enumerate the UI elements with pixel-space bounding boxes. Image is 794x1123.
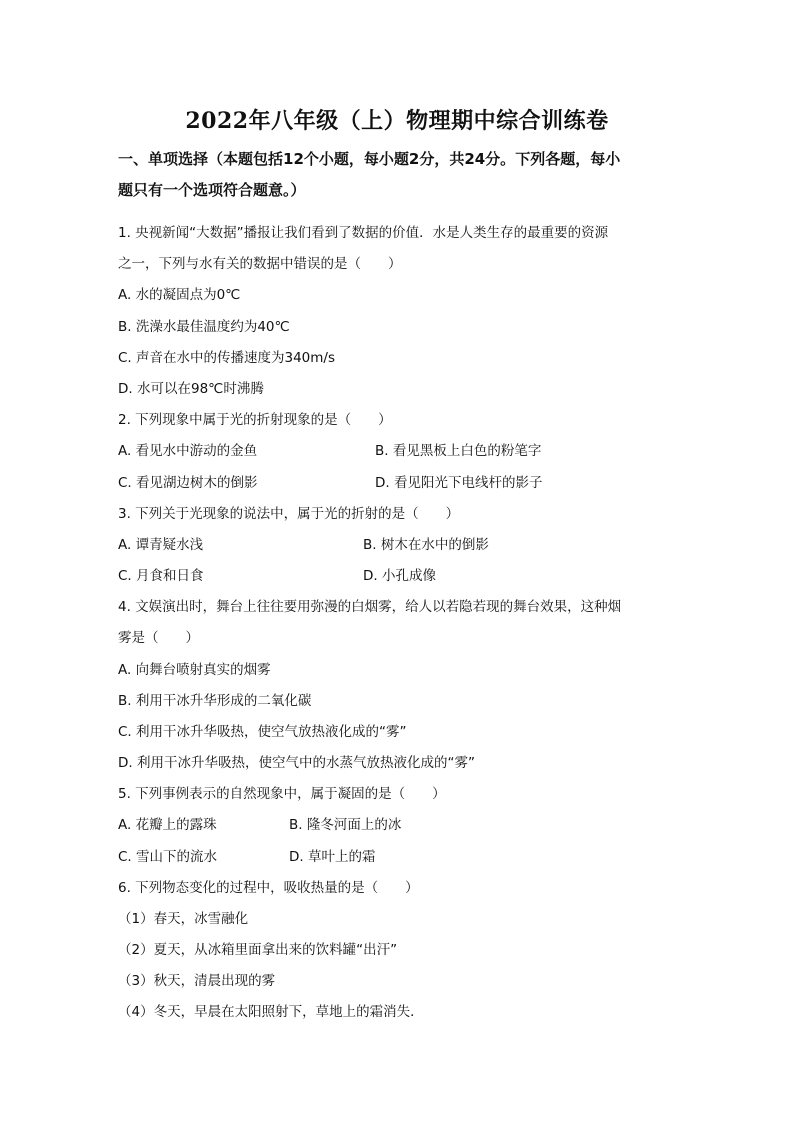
question-2-option-d: D. 看见阳光下电线杆的影子 xyxy=(375,475,543,491)
question-1-option-a: A. 水的凝固点为0℃ xyxy=(118,287,241,303)
question-1-option-b: B. 洗澡水最佳温度约为40℃ xyxy=(118,319,290,335)
question-1-option-d: D. 水可以在98℃时沸腾 xyxy=(118,381,264,397)
question-6-item-1: （1）春天，冰雪融化 xyxy=(118,911,249,927)
question-6-item-3: （3）秋天，清晨出现的雾 xyxy=(118,973,276,989)
question-4-option-c: C. 利用干冰升华吸热，使空气放热液化成的“雾” xyxy=(118,724,407,740)
question-4-option-a: A. 向舞台喷射真实的烟雾 xyxy=(118,662,271,678)
question-2-option-a: A. 看见水中游动的金鱼 xyxy=(118,443,258,459)
question-5-option-c: C. 雪山下的流水 xyxy=(118,849,218,865)
question-5-stem: 5. 下列事例表示的自然现象中，属于凝固的是（ ） xyxy=(118,786,446,802)
question-3-stem: 3. 下列关于光现象的说法中，属于光的折射的是（ ） xyxy=(118,506,460,522)
section-heading-line-2: 题只有一个选项符合题意。） xyxy=(118,181,306,199)
question-4-stem-line-1: 4. 文娱演出时，舞台上往往要用弥漫的白烟雾，给人以若隐若现的舞台效果，这种烟 xyxy=(118,599,622,615)
page-title: 2022年八年级（上）物理期中综合训练卷 xyxy=(185,108,609,134)
question-3-option-c: C. 月食和日食 xyxy=(118,568,204,584)
question-6-item-4: （4）冬天，早晨在太阳照射下，草地上的霜消失． xyxy=(118,1004,424,1020)
section-heading xyxy=(118,144,698,206)
question-6-stem: 6. 下列物态变化的过程中，吸收热量的是（ ） xyxy=(118,880,419,896)
question-5-option-a: A. 花瓣上的露珠 xyxy=(118,817,217,833)
question-5-option-b: B. 隆冬河面上的冰 xyxy=(289,817,402,833)
question-3-option-b: B. 树木在水中的倒影 xyxy=(363,537,489,553)
question-4-stem-line-2: 雾是（ ） xyxy=(118,630,199,646)
question-1-stem-line-1: 1. 央视新闻“大数据”播报让我们看到了数据的价值．水是人类生存的最重要的资源 xyxy=(118,225,609,241)
question-1-option-c: C. 声音在水中的传播速度为340m/s xyxy=(118,350,336,366)
question-2-option-b: B. 看见黑板上白色的粉笔字 xyxy=(375,443,542,459)
question-4-option-b: B. 利用干冰升华形成的二氧化碳 xyxy=(118,693,312,709)
question-3-option-a: A. 谭青疑水浅 xyxy=(118,537,204,553)
question-4-option-d: D. 利用干冰升华吸热，使空气中的水蒸气放热液化成的“雾” xyxy=(118,755,475,771)
question-2-stem: 2. 下列现象中属于光的折射现象的是（ ） xyxy=(118,412,392,428)
section-heading-line-1: 一、单项选择（本题包括12个小题，每小题2分，共24分。下列各题，每小 xyxy=(118,150,621,168)
question-5-option-d: D. 草叶上的霜 xyxy=(289,849,376,865)
question-3-option-d: D. 小孔成像 xyxy=(363,568,436,584)
question-2-option-c: C. 看见湖边树木的倒影 xyxy=(118,475,258,491)
question-6-item-2: （2）夏天，从冰箱里面拿出来的饮料罐“出汗” xyxy=(118,942,398,958)
question-1-stem-line-2: 之一，下列与水有关的数据中错误的是（ ） xyxy=(118,256,402,272)
